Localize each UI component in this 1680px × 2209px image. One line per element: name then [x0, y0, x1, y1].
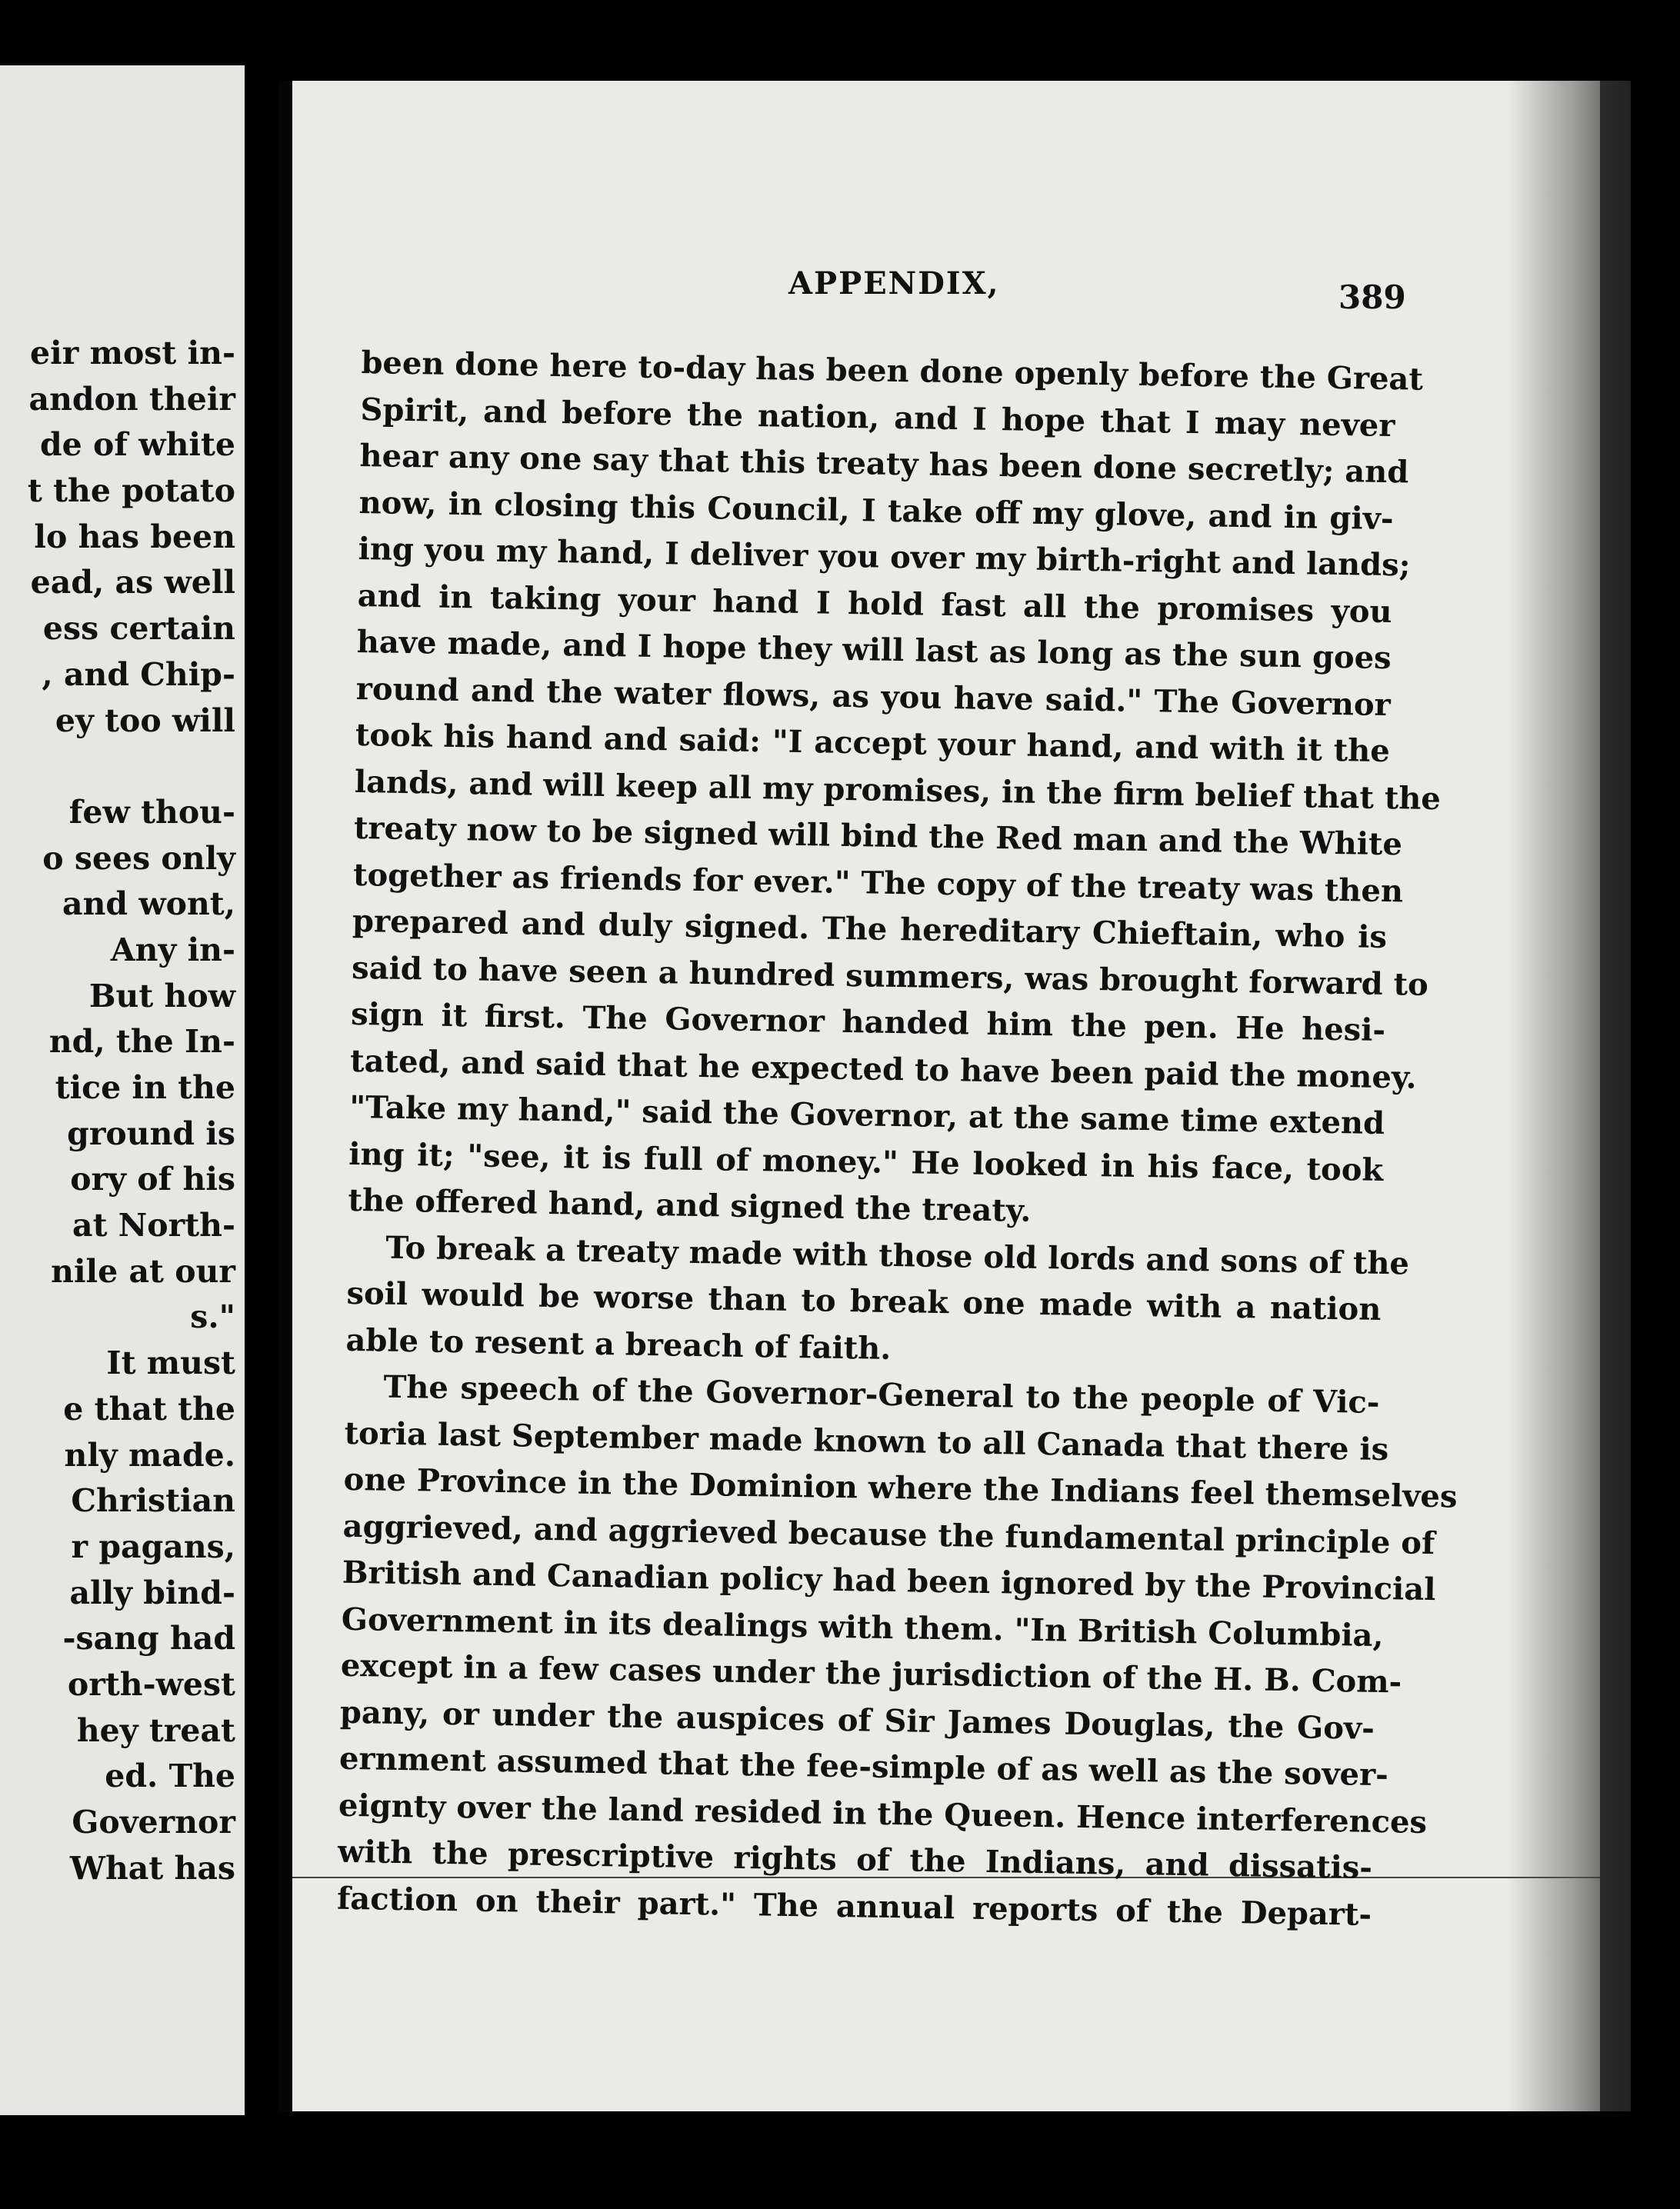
text-line: the offered hand, and signed the treaty. — [348, 1181, 1032, 1229]
left-line: ory of his — [70, 1161, 235, 1198]
left-line: Christian — [71, 1482, 235, 1520]
text-line: ernment assumed that the fee-simple of as well as the sover- — [338, 1740, 1389, 1794]
left-line: ground is — [67, 1114, 235, 1152]
text-line: except in a few cases under the jurisdiction of the H. B. Com- — [340, 1647, 1402, 1701]
text-line: took his hand and said: "I accept your hand, and with it the — [355, 716, 1391, 770]
left-line: orth-west — [67, 1665, 235, 1703]
left-line: lo has been — [34, 518, 235, 555]
page-body-text — [336, 340, 1458, 1938]
text-line: said to have seen a hundred summers, was brought forward to — [351, 949, 1429, 1003]
left-line: What has — [69, 1849, 235, 1887]
running-head: APPENDIX, — [788, 265, 1000, 302]
text-line: now, in closing this Council, I take off my glove, and in giv- — [358, 484, 1394, 537]
text-line: together as friends for ever." The copy of the treaty was then — [352, 856, 1404, 909]
left-line: at North- — [72, 1207, 235, 1244]
text-line: "Take my hand," said the Governor, at the same time extend — [348, 1088, 1385, 1142]
left-line: But how — [88, 977, 235, 1015]
page-edge-shadow — [1508, 81, 1631, 2111]
left-line: s." — [190, 1298, 235, 1336]
left-line: andon their — [28, 380, 235, 418]
text-line: Government in its dealings with them. "In British Columbia, — [341, 1601, 1384, 1654]
text-line: lands, and will keep all my promises, in the firm belief that the — [354, 763, 1442, 817]
text-line: have made, and I hope they will last as long as the sun goes — [356, 623, 1392, 677]
text-line: ing it; "see, it is full of money." He looked in his face, took — [348, 1135, 1384, 1188]
left-line: ess certain — [42, 610, 235, 648]
left-line: tice in the — [55, 1069, 235, 1106]
left-line: nd, the In- — [48, 1023, 235, 1061]
text-line: sign it first. The Governor handed him the pen. He hesi- — [350, 995, 1386, 1049]
left-line: ead, as well — [30, 564, 235, 601]
left-line: ed. The — [105, 1758, 235, 1795]
text-line: hear any one say that this treaty has been done secretly; and — [359, 437, 1409, 491]
text-line: soil would be worse than to break one made with a nation — [346, 1274, 1382, 1328]
text-line: with the prescriptive rights of the Indians, and dissatis- — [337, 1833, 1373, 1886]
left-line: hey treat — [76, 1711, 235, 1749]
left-line: ey too will — [55, 701, 235, 739]
left-line: , and Chip- — [42, 655, 235, 693]
left-line: -sang had — [62, 1620, 235, 1658]
text-line: treaty now to be signed will bind the Red man and the White — [353, 809, 1403, 863]
left-line: o sees only — [42, 839, 235, 877]
paragraph-first-line: To break a treaty made with those old lords and sons of the — [385, 1229, 1410, 1282]
text-line: ing you my hand, I deliver you over my birth-right and lands; — [358, 530, 1411, 584]
left-line: e that the — [63, 1390, 235, 1428]
left-line: few thou- — [68, 793, 235, 831]
left-line: nile at our — [51, 1252, 235, 1290]
left-line: Any in- — [110, 931, 235, 968]
text-line: prepared and duly signed. The hereditary Chieftain, who is — [352, 902, 1388, 956]
text-line: been done here to-day has been done openly before the Great — [361, 344, 1424, 398]
text-line: aggrieved, and aggrieved because the fundamental principle of — [342, 1508, 1435, 1561]
left-paragraph-gap — [0, 744, 235, 790]
left-line: r pagans, — [71, 1528, 235, 1565]
text-line: eignty over the land resided in the Queen. Hence interferences — [338, 1787, 1428, 1841]
text-line: toria last September made known to all Canada that there is — [344, 1414, 1389, 1468]
text-line: one Province in the Dominion where the Indians feel themselves — [343, 1461, 1458, 1515]
text-line: and in taking your hand I hold fast all the promises you — [357, 577, 1392, 630]
text-line: tated, and said that he expected to have been paid the money. — [349, 1042, 1417, 1096]
left-line: ally bind- — [69, 1574, 235, 1611]
left-line: eir most in- — [30, 335, 235, 371]
left-line: It must — [106, 1344, 235, 1382]
left-line: and wont, — [62, 885, 235, 923]
left-page-text — [0, 331, 235, 1891]
text-line: able to resent a breach of faith. — [345, 1321, 892, 1367]
text-line: faction on their part." The annual reports of the Depart- — [336, 1880, 1372, 1933]
text-line: pany, or under the auspices of Sir James Douglas, the Gov- — [339, 1694, 1375, 1747]
text-line: British and Canadian policy had been ignored by the Provincial — [342, 1554, 1436, 1608]
text-line: round and the water flows, as you have said." The Governor — [355, 670, 1392, 723]
left-line: de of white — [40, 426, 235, 464]
left-page-fragment — [0, 65, 245, 2115]
text-line: Spirit, and before the nation, and I hope that I may never — [360, 391, 1395, 444]
left-line: nly made. — [64, 1436, 235, 1474]
left-line: Governor — [72, 1804, 235, 1841]
left-line: t the potato — [27, 472, 235, 510]
paragraph-first-line: The speech of the Governor-General to the people of Vic- — [383, 1368, 1380, 1421]
page-number: 389 — [1338, 278, 1406, 316]
book-gutter — [278, 81, 292, 2111]
